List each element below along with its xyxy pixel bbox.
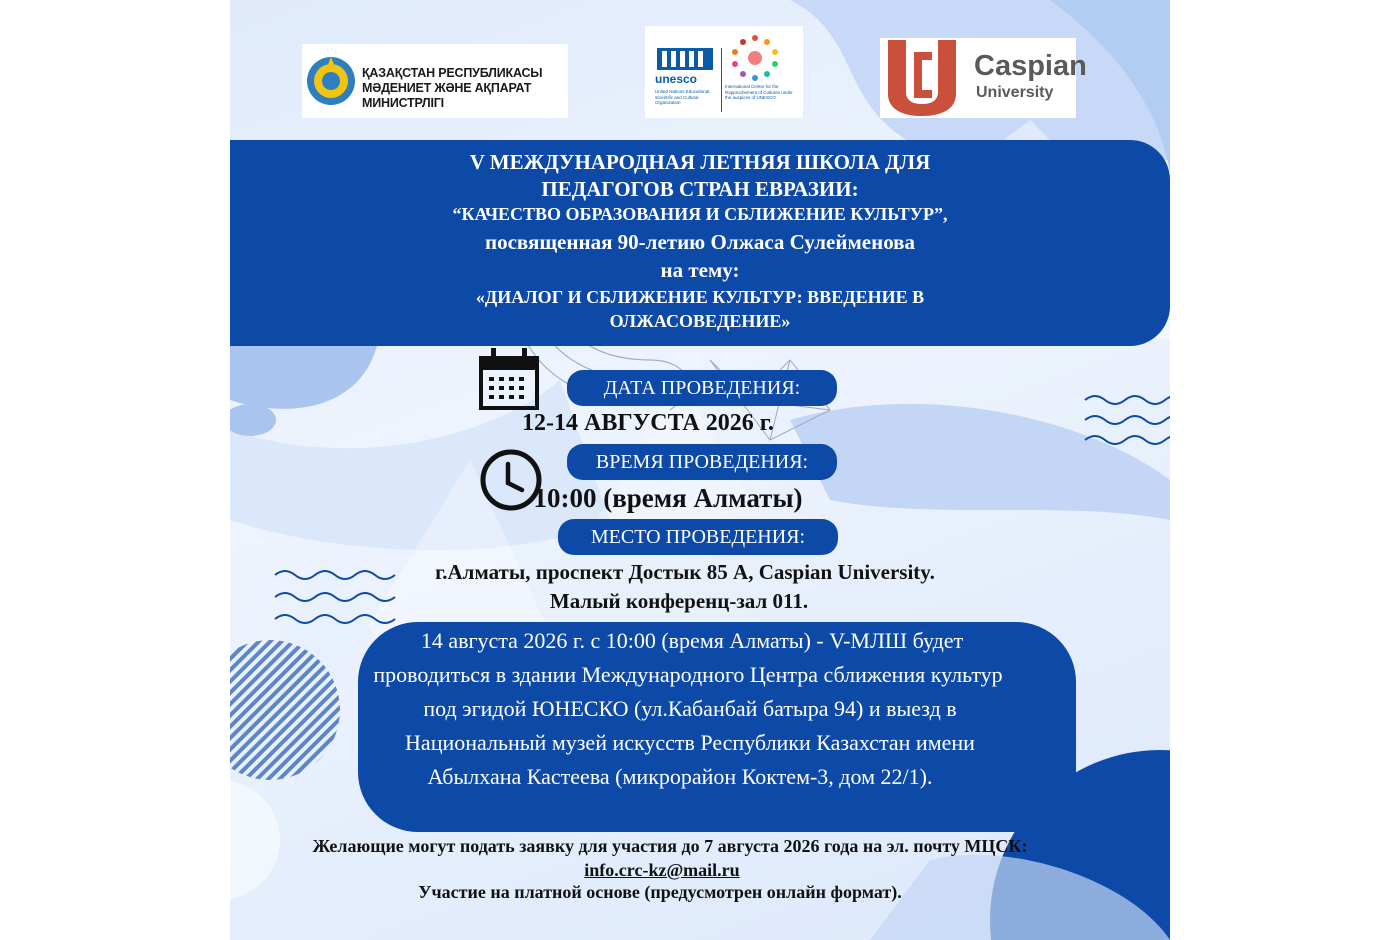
info-line-5: Абылхана Кастеева (микрорайон Коктем-3, дом 22/1). [427,764,933,789]
rapprochement-circle-icon [725,32,785,82]
unesco-temple-icon [655,48,717,74]
unesco-logo [645,26,803,118]
kz-emblem-icon [306,53,356,109]
date-label: ДАТА ПРОВЕДЕНИЯ: [567,370,837,406]
info-line-4: Национальный музей искусств Республики Казахстан имени [405,730,975,755]
title-line-1: V МЕЖДУНАРОДНАЯ ЛЕТНЯЯ ШКОЛА ДЛЯ [469,150,931,174]
caspian-logo [880,38,1087,118]
caspian-name-line2: University [976,84,1054,101]
ministry-name-line2: МӘДЕНИЕТ ЖӘНЕ АҚПАРАТ МИНИСТРЛІГІ [362,81,532,110]
title-line-6: «ДИАЛОГ И СБЛИЖЕНИЕ КУЛЬТУР: ВВЕДЕНИЕ В [475,287,925,307]
place-line-1: г.Алматы, проспект Достык 85 А, Caspian University. [435,560,935,584]
caspian-name-line1: Caspian [974,50,1087,82]
info-line-2: проводиться в здании Международного Центра сближения культур [373,662,1003,687]
title-line-2: ПЕДАГОГОВ СТРАН ЕВРАЗИИ: [541,177,859,201]
ministry-logo [302,44,568,118]
event-poster [230,0,1170,940]
unesco-caption-right: International Centre for the Rapprochement of Cultures under the auspices of UNESCO [725,84,793,100]
title-line-5: на тему: [660,258,740,282]
logo-divider [721,48,722,112]
unesco-name: unesco [655,72,698,86]
unesco-caption-left: United Nations Educational, Scientific and Cultural Organization [655,89,711,105]
place-line-2: Малый конференц-зал 011. [549,589,809,613]
time-label: ВРЕМЯ ПРОВЕДЕНИЯ: [567,444,837,480]
info-line-3: под эгидой ЮНЕСКО (ул.Кабанбай батыра 94) и выезд в [423,696,957,721]
calendar-icon [478,346,542,412]
caspian-emblem-icon [880,38,966,118]
footer-line-3: Участие на платной основе (предусмотрен онлайн формат). [418,882,902,902]
footer-line-1: Желающие могут подать заявку для участия до 7 августа 2026 года на эл. почту МЦСК: [312,836,1028,856]
title-line-3: “КАЧЕСТВО ОБРАЗОВАНИЯ И СБЛИЖЕНИЕ КУЛЬТУР”, [452,204,948,224]
info-line-1: 14 августа 2026 г. с 10:00 (время Алматы) - V-МЛШ будет [420,628,964,653]
title-line-4: посвященная 90-летию Олжаса Сулейменова [484,230,916,254]
footer-email-link[interactable]: info.crc-kz@mail.ru [584,860,740,880]
time-value: 10:00 (время Алматы) [533,483,803,513]
date-value: 12-14 АВГУСТА 2026 г. [522,410,774,436]
title-line-7: ОЛЖАСОВЕДЕНИЕ» [609,311,791,331]
ministry-name-line1: ҚАЗАҚСТАН РЕСПУБЛИКАСЫ [362,66,543,80]
place-label: МЕСТО ПРОВЕДЕНИЯ: [558,519,838,555]
